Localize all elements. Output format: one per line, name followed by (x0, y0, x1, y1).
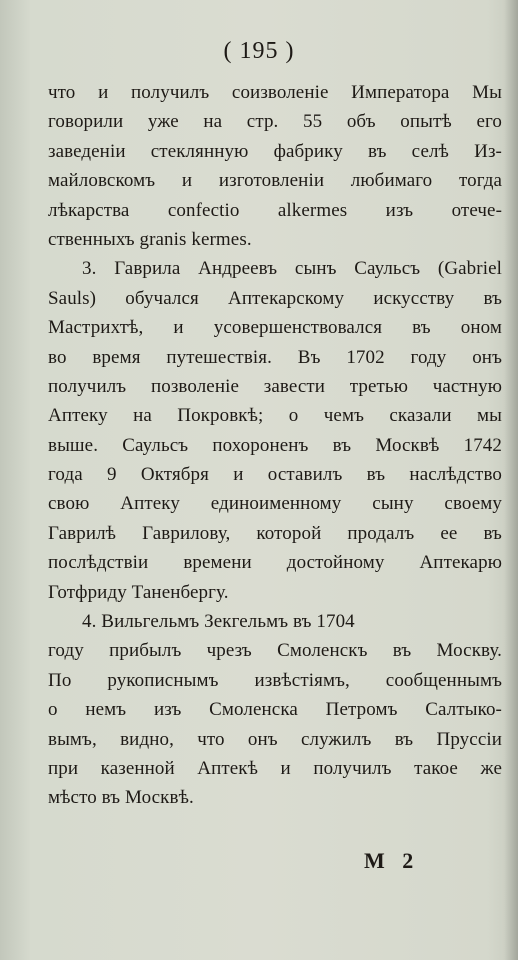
text-line: о немъ изъ Смоленска Петромъ Салтыко- (48, 699, 502, 721)
text-line: при казенной Аптекѣ и получилъ такое же (48, 757, 502, 779)
text-line: году прибылъ чрезъ Смоленскъ въ Москву. (48, 640, 502, 662)
page-edge-shadow (504, 0, 518, 960)
text-line: говорили уже на стр. 55 объ опытѣ его (48, 111, 502, 133)
text-line: лѣкарства confectio alkermes изъ отече- (48, 199, 502, 221)
text-line: По рукописнымъ извѣстіямъ, сообщеннымъ (48, 669, 502, 691)
signature-mark: M 2 (364, 848, 420, 873)
text-line: ственныхъ granis kermes. (48, 228, 252, 250)
text-line: свою Аптеку единоименному сыну своему (48, 493, 502, 515)
text-line: что и получилъ соизволеніе Императора Мы (48, 82, 502, 103)
text-line: 3. Гаврила Андреевъ сынъ Саульсъ (Gabriel (82, 258, 502, 280)
text-line: вымъ, видно, что онъ служилъ въ Пруссіи (48, 728, 502, 750)
text-line: послѣдствіи времени достойному Аптекарю (48, 552, 502, 574)
text-line: Мастрихтѣ, и усовершенствовался въ оном (48, 317, 502, 339)
text-line: Готфриду Таненбергу. (48, 581, 229, 603)
text-line: Гаврилѣ Гаврилову, которой продалъ ее въ (48, 522, 502, 544)
text-line: Аптеку на Покровкѣ; о чемъ сказали мы (48, 405, 502, 427)
text-line: выше. Саульсъ похороненъ въ Москвѣ 1742 (48, 434, 502, 456)
text-line: майловскомъ и изготовленіи любимаго тогда (48, 170, 502, 192)
text-line: получилъ позволеніе завести третью частную (48, 375, 502, 397)
text-line: Sauls) обучался Аптекарскому искусству въ (48, 287, 502, 309)
text-line: во время путешествія. Въ 1702 году онъ (48, 346, 502, 368)
text-line: мѣсто въ Москвѣ. (48, 787, 194, 809)
page-body (48, 78, 502, 813)
text-line: заведеніи стеклянную фабрику въ селѣ Из- (48, 140, 502, 162)
page-number: ( 195 ) (223, 38, 295, 64)
text-line: года 9 Октября и оставилъ въ наслѣдство (48, 464, 502, 486)
text-line: 4. Вильгельмъ Зекгельмъ въ 1704 (82, 611, 355, 633)
